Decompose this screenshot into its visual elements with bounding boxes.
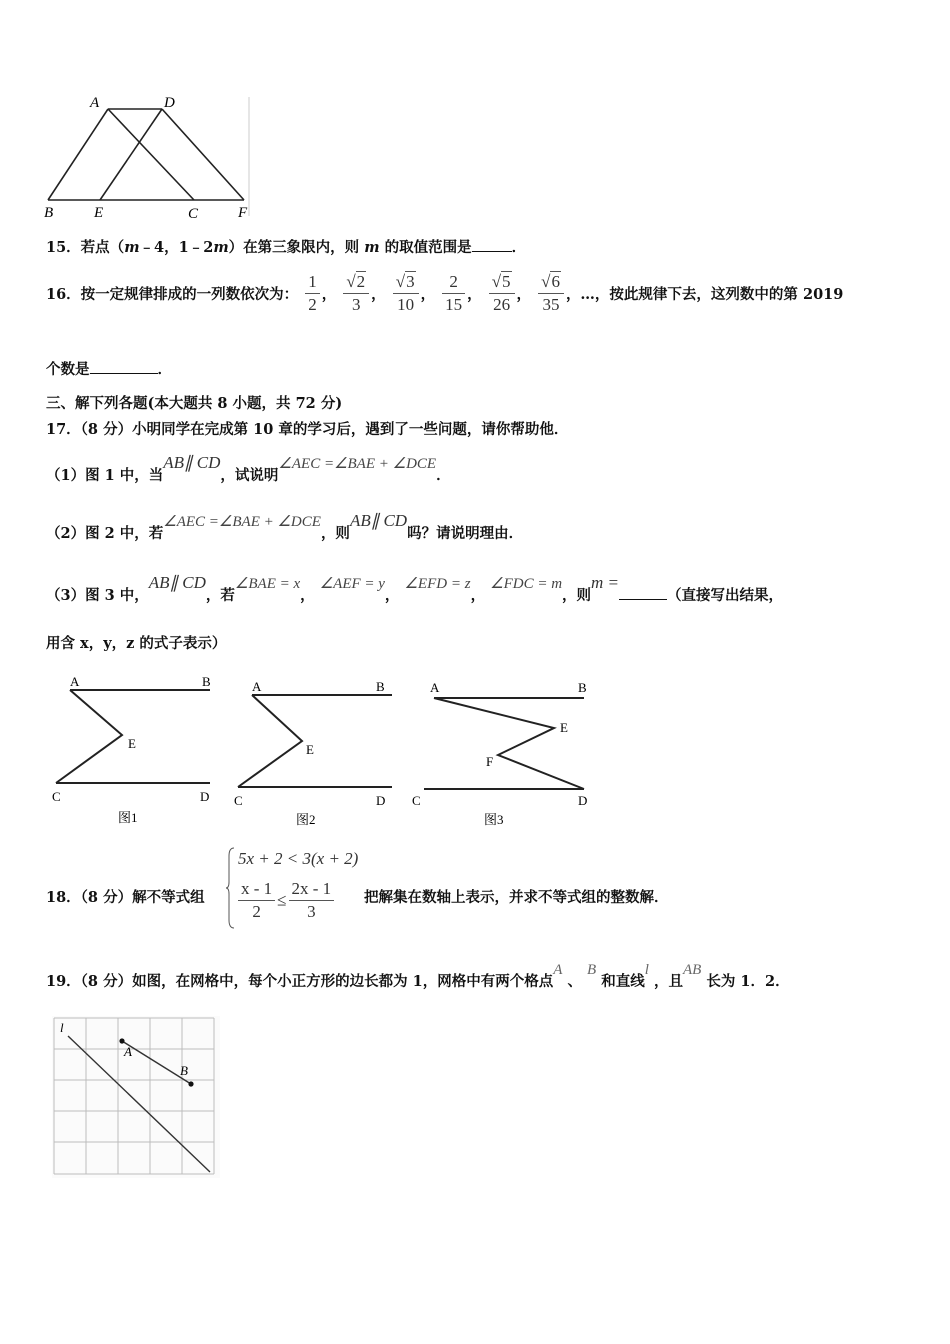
fig3-path-aefd bbox=[434, 698, 584, 789]
fig1-path-aec bbox=[56, 690, 122, 783]
question-17-part1: （1）图 1 中，当AB∥ CD，试说明∠AEC =∠BAE + ∠DCE． bbox=[46, 453, 451, 484]
label-b: B bbox=[44, 205, 54, 221]
fig2-label-b: B bbox=[376, 679, 385, 694]
question-16-line2: 个数是 ． bbox=[46, 361, 172, 378]
fraction-2: $\frac{√2}{3}$ bbox=[343, 271, 369, 316]
fig3-label-c: C bbox=[412, 793, 421, 808]
question-16: 16．按一定规律排成的一列数依次为： $\frac{1}{2}$ ， $\frac{√2}{3}$ ， $\frac{√3}{10}$ ， $\frac{2}{15}$ ， $\frac{√5}{26}$ ， $\frac{√6}{35}$ ，…，按此规律下去，这列数中的第 2019 bbox=[46, 272, 844, 314]
label-a: A bbox=[90, 95, 100, 111]
fig1-label-d: D bbox=[200, 789, 210, 804]
fig3-label-e: E bbox=[560, 720, 568, 735]
fig3-label-f: F bbox=[486, 754, 494, 769]
fig1-label-b: B bbox=[202, 674, 211, 689]
question-17-part2: （2）图 2 中，若∠AEC =∠BAE + ∠DCE，则AB∥ CD吗？请说明理由． bbox=[46, 511, 524, 542]
inequality-2-right: $\frac{2x - 1}{3}$ bbox=[289, 878, 335, 923]
fraction-5: $\frac{√5}{26}$ bbox=[489, 271, 515, 316]
label-f: F bbox=[238, 205, 248, 221]
grid-label-a: A bbox=[124, 1044, 132, 1059]
fig2-path-aec bbox=[238, 695, 302, 787]
question-19: 19．（8 分）如图，在网格中，每个小正方形的边长都为 1，网格中有两个格点A 、 B 和直线l ，且AB 长为 1．2． bbox=[46, 962, 790, 990]
fig2-label-e: E bbox=[306, 742, 314, 757]
system-brace bbox=[226, 846, 236, 930]
answer-blank-16[interactable] bbox=[90, 373, 158, 374]
fraction-4: $\frac{2}{15}$ bbox=[442, 271, 465, 316]
figure-parallelogram bbox=[42, 92, 257, 224]
label-c: C bbox=[188, 206, 199, 222]
fig2-label-d: D bbox=[376, 793, 386, 808]
fig2-caption: 图2 bbox=[296, 812, 316, 827]
fig1-caption: 图1 bbox=[118, 810, 138, 825]
fig1-label-e: E bbox=[128, 736, 136, 751]
question-15: 15．若点（m﹣4，1﹣2m）在第三象限内，则 m 的取值范围是 ． bbox=[46, 239, 527, 256]
question-18-label: 18．（8 分）解不等式组 bbox=[46, 889, 205, 906]
answer-blank-17[interactable] bbox=[619, 599, 667, 600]
inequality-2: $\frac{x - 1}{2}$ ≤ $\frac{2x - 1}{3}$ bbox=[236, 878, 336, 923]
label-d: D bbox=[164, 95, 175, 111]
segment-df bbox=[162, 109, 244, 200]
fraction-1: $\frac{1}{2}$ bbox=[305, 271, 320, 316]
grid-label-l: l bbox=[60, 1020, 64, 1035]
grid-label-b: B bbox=[180, 1063, 188, 1078]
fig3-label-a: A bbox=[430, 680, 440, 695]
segment-de bbox=[100, 109, 162, 200]
figure-3 bbox=[406, 670, 606, 830]
inequality-1: 5x + 2 < 3(x + 2) bbox=[238, 849, 359, 868]
answer-blank-15[interactable] bbox=[472, 251, 512, 252]
label-e: E bbox=[94, 205, 104, 221]
figure-2 bbox=[228, 670, 408, 830]
inequality-2-left: $\frac{x - 1}{2}$ bbox=[238, 878, 275, 923]
fraction-6: $\frac{√6}{35}$ bbox=[538, 271, 564, 316]
fig3-caption: 图3 bbox=[484, 812, 504, 827]
fig1-label-c: C bbox=[52, 789, 61, 804]
fig2-label-a: A bbox=[252, 679, 262, 694]
section-title: 三、解下列各题(本大题共 8 小题，共 72 分) bbox=[46, 395, 343, 412]
fig2-label-c: C bbox=[234, 793, 243, 808]
segment-ab bbox=[48, 109, 108, 200]
fig1-label-a: A bbox=[70, 674, 80, 689]
question-18-suffix: 把解集在数轴上表示，并求不等式组的整数解． bbox=[364, 889, 669, 906]
segment-ac bbox=[108, 109, 194, 200]
point-b bbox=[188, 1081, 193, 1086]
question-17-part3-line2: 用含 x，y，z 的式子表示） bbox=[46, 635, 227, 652]
question-17-intro: 17．（8 分）小明同学在完成第 10 章的学习后，遇到了一些问题，请你帮助他． bbox=[46, 421, 569, 438]
figure-1 bbox=[46, 670, 226, 830]
fraction-3: $\frac{√3}{10}$ bbox=[393, 271, 419, 316]
point-a bbox=[119, 1038, 124, 1043]
question-17-part3: （3）图 3 中，AB∥ CD，若∠BAE = x， ∠AEF = y， ∠EFD = z， ∠FDC = m，则m =（直接写出结果， bbox=[46, 573, 784, 604]
fig3-label-d: D bbox=[578, 793, 588, 808]
fig3-label-b: B bbox=[578, 680, 587, 695]
grid-figure bbox=[52, 1016, 220, 1178]
